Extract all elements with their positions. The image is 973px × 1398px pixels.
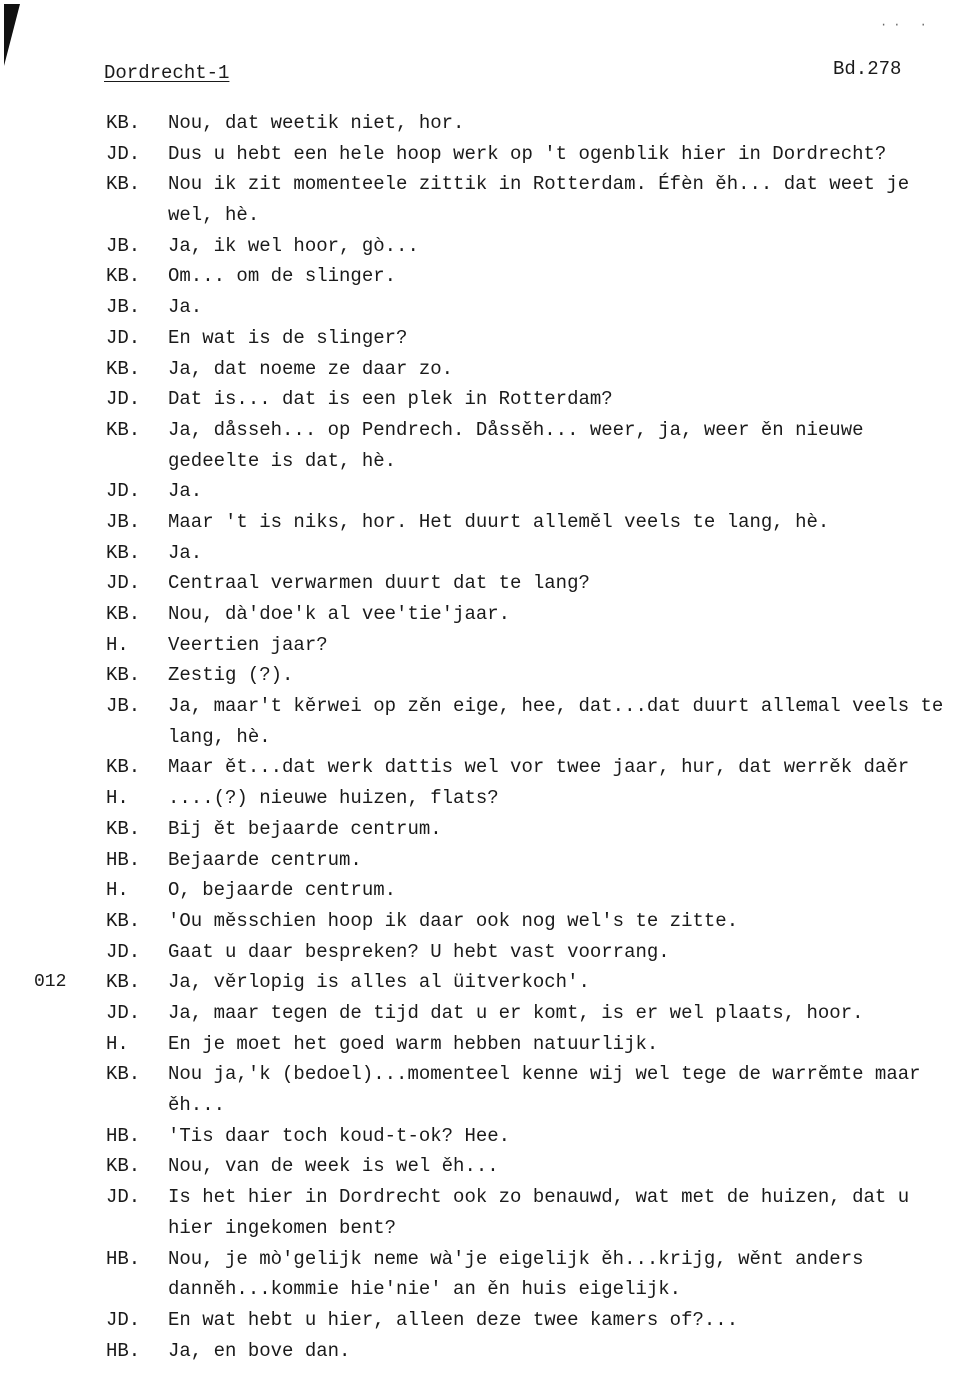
utterance: ....(?) nieuwe huizen, flats?: [168, 787, 499, 810]
transcript-line: [0, 1031, 973, 1062]
utterance: Ja.: [168, 480, 203, 503]
transcript-line: [0, 417, 973, 478]
page-title: Dordrecht-1: [104, 62, 230, 84]
utterance: En je moet het goed warm hebben natuurlijk.: [168, 1032, 659, 1055]
utterance: Ja, dåsseh... op Pendrech. Dåssěh... weer, ja, weer ěn nieuwe gedeelte is dat, hè.: [168, 418, 875, 472]
transcript-line: [0, 110, 973, 141]
utterance: Is het hier in Dordrecht ook zo benauwd, wat met de huizen, dat u hier ingekomen bent?: [168, 1186, 921, 1239]
speaker-code: KB.: [106, 112, 141, 134]
utterance: Dat is... dat is een plek in Rotterdam?: [168, 388, 613, 411]
speaker-code: KB.: [106, 817, 141, 840]
transcript-line: [0, 1061, 973, 1122]
utterance: Nou, van de week is wel ěh...: [168, 1155, 499, 1178]
utterance: Nou ja,'k (bedoel)...momenteel kenne wij wel tege de warrěmte maar ěh...: [168, 1063, 932, 1117]
transcript-line: [0, 386, 973, 417]
speaker-code: KB.: [106, 603, 141, 626]
utterance: Om... om de slinger.: [168, 265, 397, 288]
utterance: Nou, dat weetik niet, hor.: [168, 112, 465, 134]
transcript: [0, 110, 973, 1368]
transcript-line: [0, 785, 973, 816]
utterance: Ja.: [168, 541, 203, 564]
utterance: En wat is de slinger?: [168, 326, 408, 349]
utterance: 'Tis daar toch koud-t-ok? Hee.: [168, 1124, 511, 1147]
transcript-line: [0, 478, 973, 509]
speaker-code: KB.: [106, 265, 141, 288]
utterance: Bejaarde centrum.: [168, 848, 362, 871]
speaker-code: H.: [106, 879, 129, 902]
utterance: O, bejaarde centrum.: [168, 879, 397, 902]
transcript-line: [0, 1153, 973, 1184]
transcript-line: [0, 1123, 973, 1154]
speaker-code: KB.: [106, 357, 141, 380]
transcript-line: [0, 356, 973, 387]
speaker-code: JB.: [106, 510, 141, 533]
speaker-code: H.: [106, 787, 129, 810]
transcript-line: [0, 509, 973, 540]
transcript-line: [0, 1338, 973, 1369]
speaker-code: KB.: [106, 971, 141, 994]
speaker-code: JD.: [106, 572, 141, 595]
utterance: Ja, maar't kěrwei op zěn eige, hee, dat...dat duurt allemal veels te lang, hè.: [168, 695, 955, 748]
transcript-line: [0, 233, 973, 264]
transcript-line: [0, 816, 973, 847]
transcript-line: [0, 754, 973, 785]
speaker-code: JD.: [106, 326, 141, 349]
speaker-code: HB.: [106, 848, 141, 871]
transcript-line: [0, 601, 973, 632]
speaker-code: HB.: [106, 1247, 141, 1270]
transcript-line: [0, 1246, 973, 1307]
transcript-line: [0, 1184, 973, 1245]
speaker-code: HB.: [106, 1339, 141, 1362]
transcript-line: [0, 969, 973, 1000]
utterance: Nou, je mò'gelijk neme wà'je eigelijk ěh...krijg, wěnt anders danněh...kommie hie'nie' an ěn huis eigelijk.: [168, 1247, 875, 1301]
utterance: Ja, maar tegen de tijd dat u er komt, is er wel plaats, hoor.: [168, 1001, 864, 1024]
speaker-code: KB.: [106, 1063, 141, 1086]
speaker-code: JD.: [106, 388, 141, 411]
utterance: Ja, en bove dan.: [168, 1339, 351, 1362]
speaker-code: KB.: [106, 173, 141, 196]
speaker-code: KB.: [106, 541, 141, 564]
transcript-line: [0, 939, 973, 970]
transcript-line: [0, 325, 973, 356]
transcript-line: [0, 847, 973, 878]
corner-dots: ·· ·: [880, 18, 933, 32]
speaker-code: JD.: [106, 142, 141, 165]
page-reference: Bd.278: [833, 58, 902, 80]
utterance: Zestig (?).: [168, 664, 294, 687]
utterance: Maar 't is niks, hor. Het duurt alleměl veels te lang, hè.: [168, 510, 830, 533]
transcript-line: [0, 693, 973, 754]
speaker-code: JD.: [106, 480, 141, 503]
transcript-line: [0, 1000, 973, 1031]
speaker-code: JD.: [106, 940, 141, 963]
transcript-line: [0, 171, 973, 232]
transcript-line: [0, 540, 973, 571]
speaker-code: JB.: [106, 695, 141, 718]
transcript-line: [0, 294, 973, 325]
speaker-code: JB.: [106, 234, 141, 257]
speaker-code: KB.: [106, 756, 141, 779]
transcript-line: [0, 570, 973, 601]
speaker-code: HB.: [106, 1124, 141, 1147]
transcript-line: [0, 632, 973, 663]
speaker-code: H.: [106, 633, 129, 656]
speaker-code: JD.: [106, 1308, 141, 1331]
speaker-code: KB.: [106, 1155, 141, 1178]
speaker-code: KB.: [106, 418, 141, 441]
utterance: Dus u hebt een hele hoop werk op 't ogenblik hier in Dordrecht?: [168, 142, 887, 165]
speaker-code: KB.: [106, 664, 141, 687]
utterance: Bij ět bejaarde centrum.: [168, 817, 442, 840]
margin-number: 012: [34, 972, 67, 993]
transcript-line: [0, 1307, 973, 1338]
transcript-line: [0, 263, 973, 294]
utterance: Nou ik zit momenteele zittik in Rotterdam. Éfèn ěh... dat weet je wel, hè.: [168, 173, 921, 227]
speaker-code: JD.: [106, 1001, 141, 1024]
utterance: Ja, ik wel hoor, gò...: [168, 234, 419, 257]
utterance: 'Ou měsschien hoop ik daar ook nog wel's te zitte.: [168, 909, 739, 932]
utterance: Ja.: [168, 296, 203, 319]
utterance: Veertien jaar?: [168, 633, 328, 656]
utterance: Maar ět...dat werk dattis wel vor twee jaar, hur, dat werrěk daěr: [168, 756, 910, 779]
speaker-code: JB.: [106, 296, 141, 319]
corner-mark: [4, 4, 24, 66]
utterance: Centraal verwarmen duurt dat te lang?: [168, 572, 590, 595]
utterance: Ja, věrlopig is alles al üitverkoch'.: [168, 971, 590, 994]
speaker-code: H.: [106, 1032, 129, 1055]
speaker-code: JD.: [106, 1186, 141, 1209]
transcript-line: [0, 141, 973, 172]
transcript-line: [0, 662, 973, 693]
transcript-line: [0, 908, 973, 939]
utterance: Ja, dat noeme ze daar zo.: [168, 357, 454, 380]
utterance: Nou, dà'doe'k al vee'tie'jaar.: [168, 603, 511, 626]
speaker-code: KB.: [106, 909, 141, 932]
utterance: Gaat u daar bespreken? U hebt vast voorrang.: [168, 940, 670, 963]
utterance: En wat hebt u hier, alleen deze twee kamers of?...: [168, 1308, 739, 1331]
transcript-line: [0, 877, 973, 908]
